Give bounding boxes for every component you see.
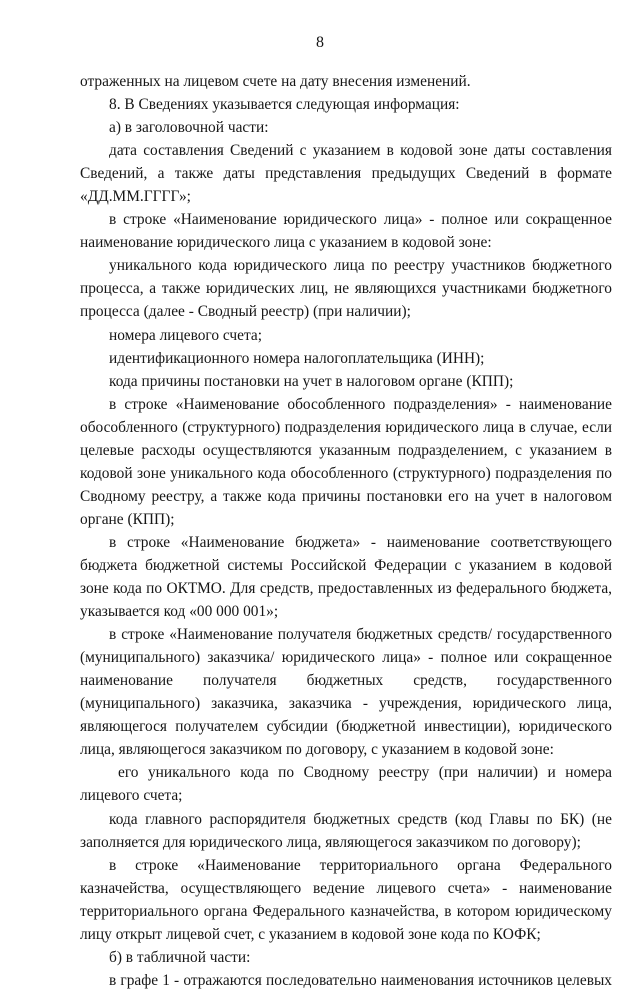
paragraph: кода главного распорядителя бюджетных средств (код Главы по БК) (не заполняется для юридического лица, являющегося заказчиком по договору); [80, 810, 612, 851]
paragraph: а) в заголовочной части: [109, 119, 269, 137]
paragraph: в строке «Наименование получателя бюджетных средств/ государственного (муниципального) заказчика/ юридического лица» - полное или сокращенное наименование получателя бюджетных средств, государственного (муниципального) заказчика, заказчика - учреждения, юридического лица, являющегося получателем субсидии (бюджетной инвестиции), юридического лица, являющегося заказчиком по договору, с указанием в кодовой зоне: [80, 626, 612, 759]
paragraph: в строке «Наименование бюджета» - наименование соответствующего бюджета бюджетной системы Российской Федерации с указанием в кодовой зоне кода по ОКТМО. Для средств, предоставленных из федерального бюджета, указывается код «00 000 001»; [80, 533, 612, 621]
paragraph: его уникального кода по Сводному реестру (при наличии) и номера лицевого счета; [80, 764, 612, 805]
paragraph: в строке «Наименование юридического лица» - полное или сокращенное наименование юридического лица с указанием в кодовой зоне: [80, 211, 612, 252]
document-body [80, 70, 612, 992]
paragraph: в строке «Наименование обособленного подразделения» - наименование обособленного (структурного) подразделения юридического лица в случае, если целевые расходы осуществляются указанным подразделением, с указанием в кодовой зоне уникального кода обособленного (структурного) подразделения по Сводному реестру, а также кода причины постановки его на учет в налоговом органе (КПП); [80, 395, 612, 528]
paragraph: уникального кода юридического лица по реестру участников бюджетного процесса, а также юридических лиц, не являющихся участниками бюджетного процесса (далее - Сводный реестр) (при наличии); [80, 257, 612, 321]
paragraph: в строке «Наименование территориального органа Федерального казначейства, осуществляющего ведение лицевого счета» - наименование территориального органа Федерального казначейства, в котором юридическому лицу открыт лицевой счет, с указанием в кодовой зоне кода по КОФК; [80, 856, 612, 943]
paragraph: номера лицевого счета; [109, 326, 263, 344]
paragraph: б) в табличной части: [109, 948, 251, 966]
paragraph: 8. В Сведениях указывается следующая информация: [109, 96, 460, 114]
paragraph: в графе 1 - отражаются последовательно наименования источников целевых [109, 971, 612, 989]
paragraph: идентификационного номера налогоплательщика (ИНН); [109, 349, 485, 367]
page-number: 8 [316, 34, 324, 51]
paragraph: дата составления Сведений с указанием в кодовой зоне даты составления Сведений, а также даты представления предыдущих Сведений в формате «ДД.ММ.ГГГГ»; [80, 142, 612, 206]
paragraph: отраженных на лицевом счете на дату внесения изменений. [80, 73, 471, 90]
paragraph: кода причины постановки на учет в налоговом органе (КПП); [109, 372, 514, 390]
